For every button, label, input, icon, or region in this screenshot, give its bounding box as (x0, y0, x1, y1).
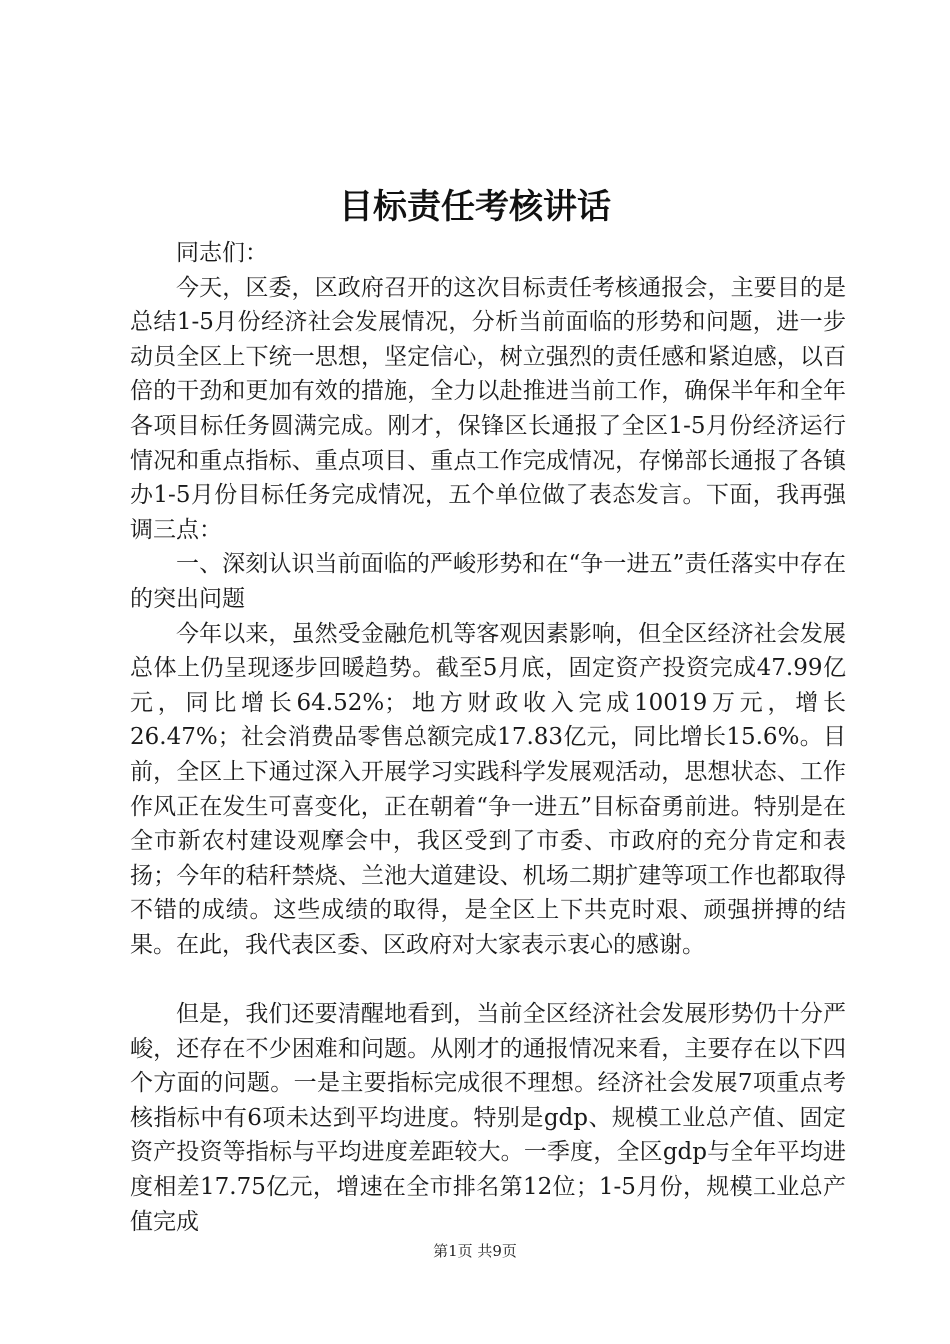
salutation-paragraph: 同志们： (176, 240, 268, 266)
section-heading: 一、深刻认识当前面临的严峻形势和在“争一进五”责任落实中存在的突出问题 (130, 551, 846, 612)
opening-paragraph: 今天，区委，区政府召开的这次目标责任考核通报会，主要目的是总结1-5月份经济社会发展情况，分析当前面临的形势和问题，进一步动员全区上下统一思想，坚定信心，树立强烈的责任感和紧迫感，以百倍的干劲和更加有效的措施，全力以赴推进当前工作，确保半年和全年各项目标任务圆满完成。刚才，保锋区长通报了全区1-5月份经济运行情况和重点指标、重点项目、重点工作完成情况，存悌部长通报了各镇办1-5月份目标任务完成情况，五个单位做了表态发言。下面，我再强调三点： (130, 274, 846, 543)
achievements-paragraph: 今年以来，虽然受金融危机等客观因素影响，但全区经济社会发展总体上仍呈现逐步回暖趋势。截至5月底，固定资产投资完成47.99亿元，同比增长64.52%；地方财政收入完成10019万元，增长26.47%；社会消费品零售总额完成17.83亿元，同比增长15.6%。目前，全区上下通过深入开展学习实践科学发展观活动，思想状态、工作作风正在发生可喜变化，正在朝着“争一进五”目标奋勇前进。特别是在全市新农村建设观摩会中，我区受到了市委、市政府的充分肯定和表扬；今年的秸秆禁烧、兰池大道建设、机场二期扩建等项工作也都取得不错的成绩。这些成绩的取得，是全区上下共克时艰、顽强拼搏的结果。在此，我代表区委、区政府对大家表示衷心的感谢。 (130, 620, 846, 958)
document-title: 目标责任考核讲话 (339, 187, 611, 227)
problems-paragraph: 但是，我们还要清醒地看到，当前全区经济社会发展形势仍十分严峻，还存在不少困难和问题。从刚才的通报情况来看，主要存在以下四个方面的问题。一是主要指标完成很不理想。经济社会发展7项重点考核指标中有6项未达到平均进度。特别是gdp、规模工业总产值、固定资产投资等指标与平均进度差距较大。一季度，全区gdp与全年平均进度相差17.75亿元，增速在全市排名第12位；1-5月份，规模工业总产值完成 (130, 1001, 846, 1235)
document-body (130, 236, 846, 1239)
page-number-footer: 第1页 共9页 (433, 1242, 517, 1260)
